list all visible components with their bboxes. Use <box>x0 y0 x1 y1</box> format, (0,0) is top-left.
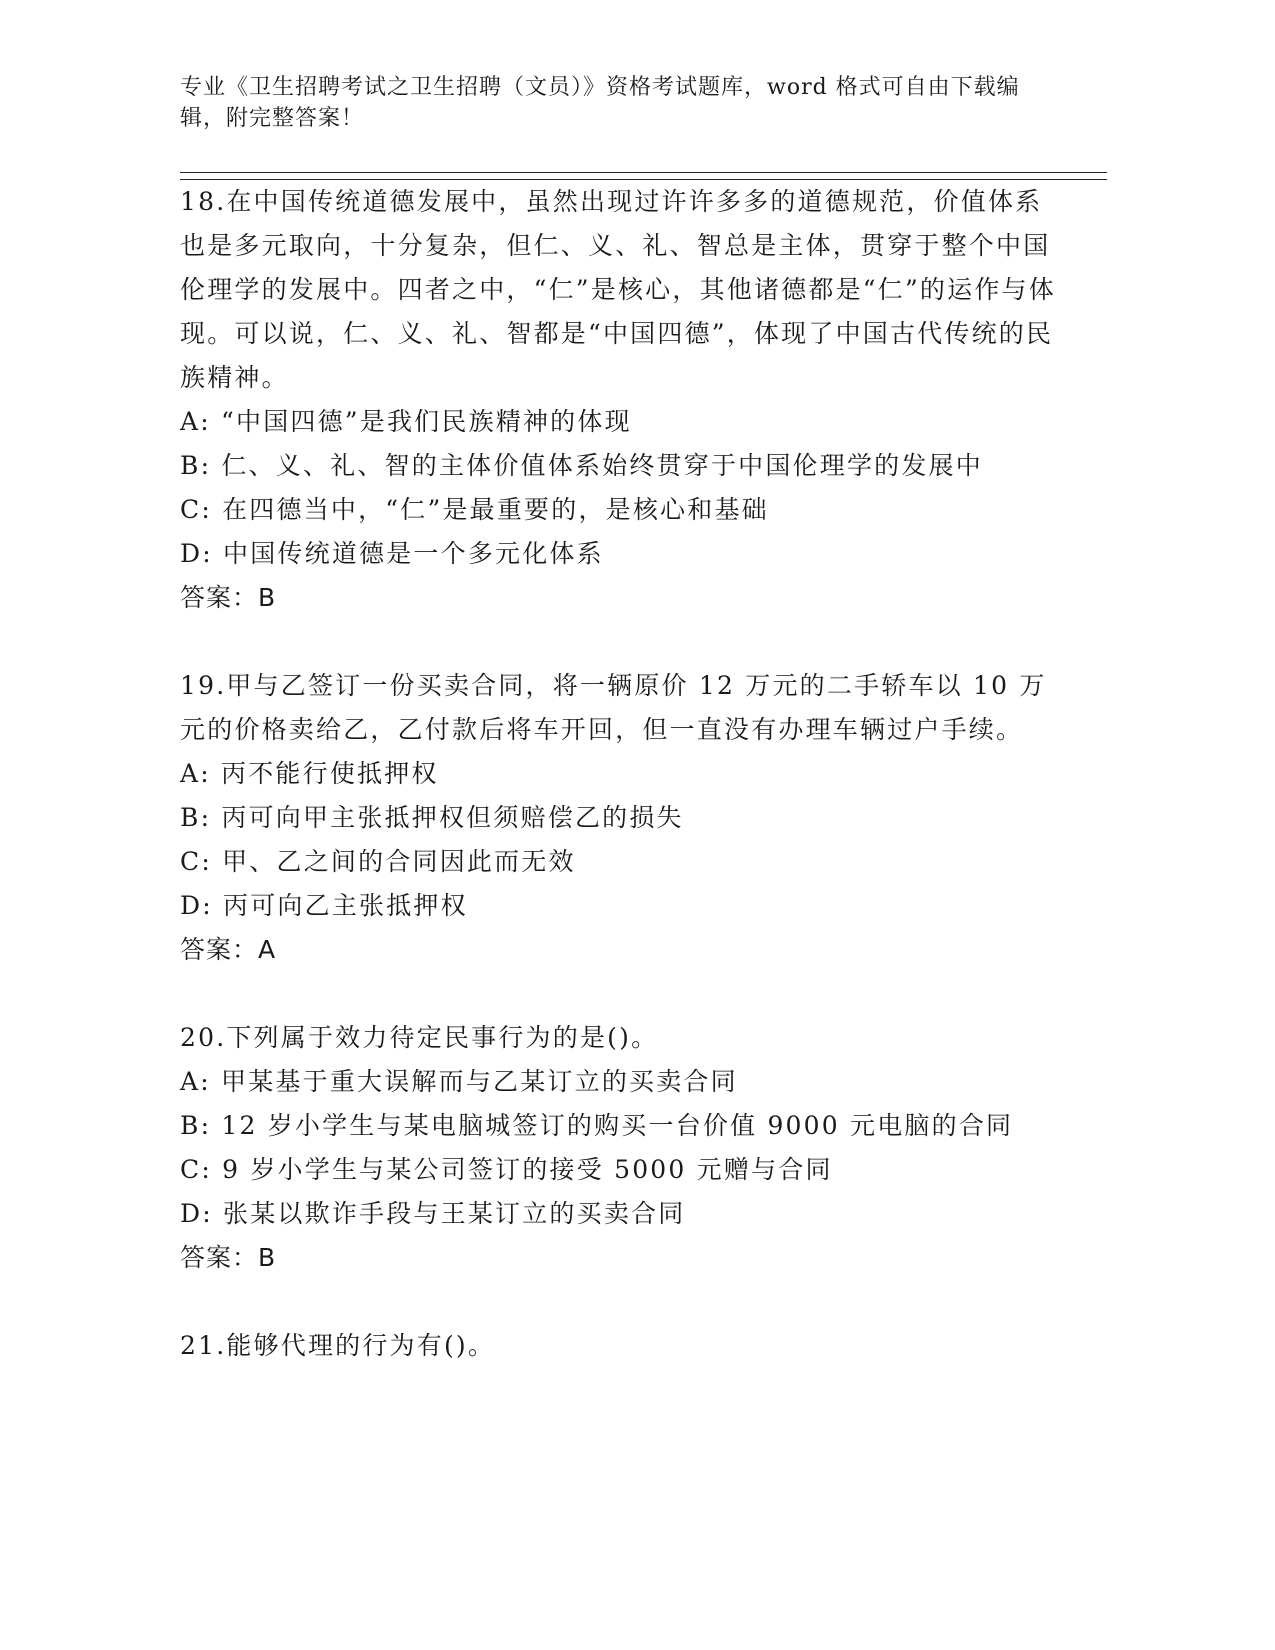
option-d: D: 张某以欺诈手段与王某订立的买卖合同 <box>180 1199 686 1228</box>
question-stem: 20.下列属于效力待定民事行为的是()。 <box>180 1023 659 1052</box>
option-a: A: 甲某基于重大误解而与乙某订立的买卖合同 <box>180 1067 738 1096</box>
header-intro-text: 专业《卫生招聘考试之卫生招聘（文员）》资格考试题库，word 格式可自由下载编辑，附完整答案！ <box>180 75 1020 131</box>
option-b: B: 12 岁小学生与某电脑城签订的购买一台价值 9000 元电脑的合同 <box>180 1111 1014 1140</box>
option-c: C: 甲、乙之间的合同因此而无效 <box>180 847 576 876</box>
option-b: B: 丙可向甲主张抵押权但须赔偿乙的损失 <box>180 803 684 832</box>
question-18 <box>180 180 1060 620</box>
option-d: D: 丙可向乙主张抵押权 <box>180 891 468 920</box>
option-b: B: 仁、义、礼、智的主体价值体系始终贯穿于中国伦理学的发展中 <box>180 451 983 480</box>
question-20 <box>180 1016 1060 1280</box>
question-21 <box>180 1324 1060 1368</box>
answer: 答案：A <box>180 935 277 964</box>
option-a: A: 丙不能行使抵押权 <box>180 759 439 788</box>
question-stem: 19.甲与乙签订一份买卖合同，将一辆原价 12 万元的二手轿车以 10 万元的价格卖给乙，乙付款后将车开回，但一直没有办理车辆过户手续。 <box>180 671 1047 744</box>
answer: 答案：B <box>180 583 277 612</box>
header-divider-top <box>180 172 1107 173</box>
option-d: D: 中国传统道德是一个多元化体系 <box>180 539 604 568</box>
document-header <box>180 72 1060 134</box>
question-stem: 18.在中国传统道德发展中，虽然出现过许许多多的道德规范，价值体系也是多元取向，十分复杂，但仁、义、礼、智总是主体，贯穿于整个中国伦理学的发展中。四者之中，“仁”是核心，其他诸德都是“仁”的运作与体现。可以说，仁、义、礼、智都是“中国四德”，体现了中国古代传统的民族精神。 <box>180 187 1056 392</box>
option-c: C: 在四德当中，“仁”是最重要的，是核心和基础 <box>180 495 769 524</box>
option-a: A: “中国四德”是我们民族精神的体现 <box>180 407 632 436</box>
answer: 答案：B <box>180 1243 277 1272</box>
question-19 <box>180 664 1060 972</box>
option-c: C: 9 岁小学生与某公司签订的接受 5000 元赠与合同 <box>180 1155 833 1184</box>
question-stem: 21.能够代理的行为有()。 <box>180 1331 496 1360</box>
question-list <box>180 180 1060 1368</box>
